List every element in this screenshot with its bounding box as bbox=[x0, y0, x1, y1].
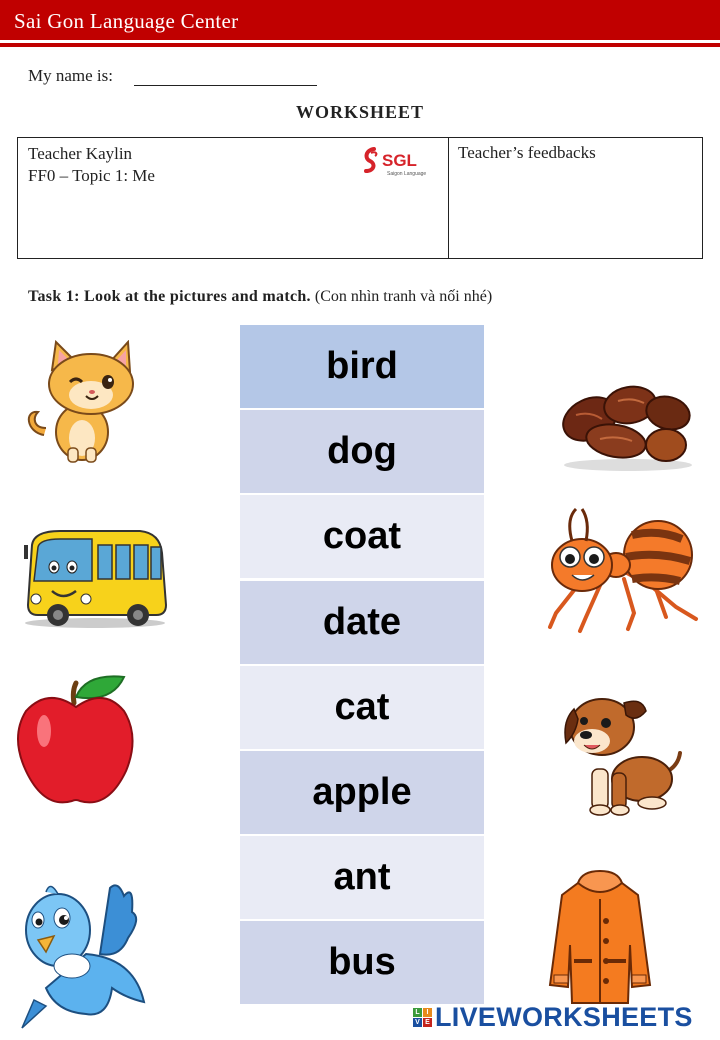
coat-picture[interactable] bbox=[548, 865, 652, 1005]
block-v: V bbox=[413, 1018, 422, 1027]
block-l: L bbox=[413, 1008, 422, 1017]
word-text: apple bbox=[312, 770, 412, 813]
word-text: cat bbox=[334, 685, 390, 728]
info-divider bbox=[448, 138, 449, 258]
sgl-logo bbox=[360, 144, 434, 180]
bird-picture[interactable] bbox=[16, 878, 154, 1030]
word-text: bird bbox=[326, 345, 398, 387]
header-bar bbox=[0, 0, 720, 40]
word-text: coat bbox=[322, 515, 402, 558]
word-card-coat[interactable] bbox=[240, 495, 484, 578]
logo-subtext: Saigon Language bbox=[387, 171, 427, 177]
block-i: I bbox=[423, 1008, 432, 1017]
ant-picture[interactable] bbox=[546, 505, 702, 635]
word-card-ant[interactable] bbox=[240, 836, 484, 919]
bus-picture[interactable] bbox=[20, 525, 170, 630]
word-text: bus bbox=[328, 941, 396, 984]
word-card-cat[interactable] bbox=[240, 666, 484, 749]
worksheet-title: WORKSHEET bbox=[295, 102, 425, 122]
info-box bbox=[17, 137, 703, 259]
word-text: dog bbox=[327, 430, 397, 473]
dog-picture[interactable] bbox=[562, 683, 686, 817]
logo-text: SGL bbox=[382, 151, 417, 170]
brand-text: LIVEWORKSHEETS bbox=[435, 1001, 693, 1032]
center-name: Sai Gon Language Center bbox=[14, 9, 239, 33]
word-card-dog[interactable] bbox=[240, 410, 484, 493]
word-card-bird[interactable] bbox=[240, 325, 484, 408]
dates-picture[interactable] bbox=[556, 375, 698, 475]
liveworksheets-logo bbox=[413, 1002, 693, 1032]
task-title: Task 1: Look at the pictures and match. bbox=[28, 288, 311, 305]
teacher-info bbox=[28, 143, 155, 187]
task-instruction bbox=[28, 288, 492, 306]
cat-picture[interactable] bbox=[24, 340, 142, 464]
word-card-bus[interactable] bbox=[240, 921, 484, 1004]
teacher-name: Teacher Kaylin bbox=[28, 144, 133, 163]
live-blocks-icon bbox=[413, 1008, 432, 1027]
feedback-label: Teacher’s feedbacks bbox=[458, 143, 596, 162]
word-text: ant bbox=[333, 856, 391, 899]
word-text: date bbox=[322, 600, 402, 643]
name-input-line[interactable] bbox=[134, 85, 317, 86]
apple-picture[interactable] bbox=[16, 673, 136, 811]
header-rule bbox=[0, 43, 720, 47]
block-e: E bbox=[423, 1018, 432, 1027]
course-name: FF0 – Topic 1: Me bbox=[28, 166, 155, 185]
word-column bbox=[240, 325, 484, 1007]
word-card-date[interactable] bbox=[240, 581, 484, 664]
name-label: My name is: bbox=[28, 66, 113, 85]
word-card-apple[interactable] bbox=[240, 751, 484, 834]
task-translation: (Con nhìn tranh và nối nhé) bbox=[314, 288, 493, 305]
